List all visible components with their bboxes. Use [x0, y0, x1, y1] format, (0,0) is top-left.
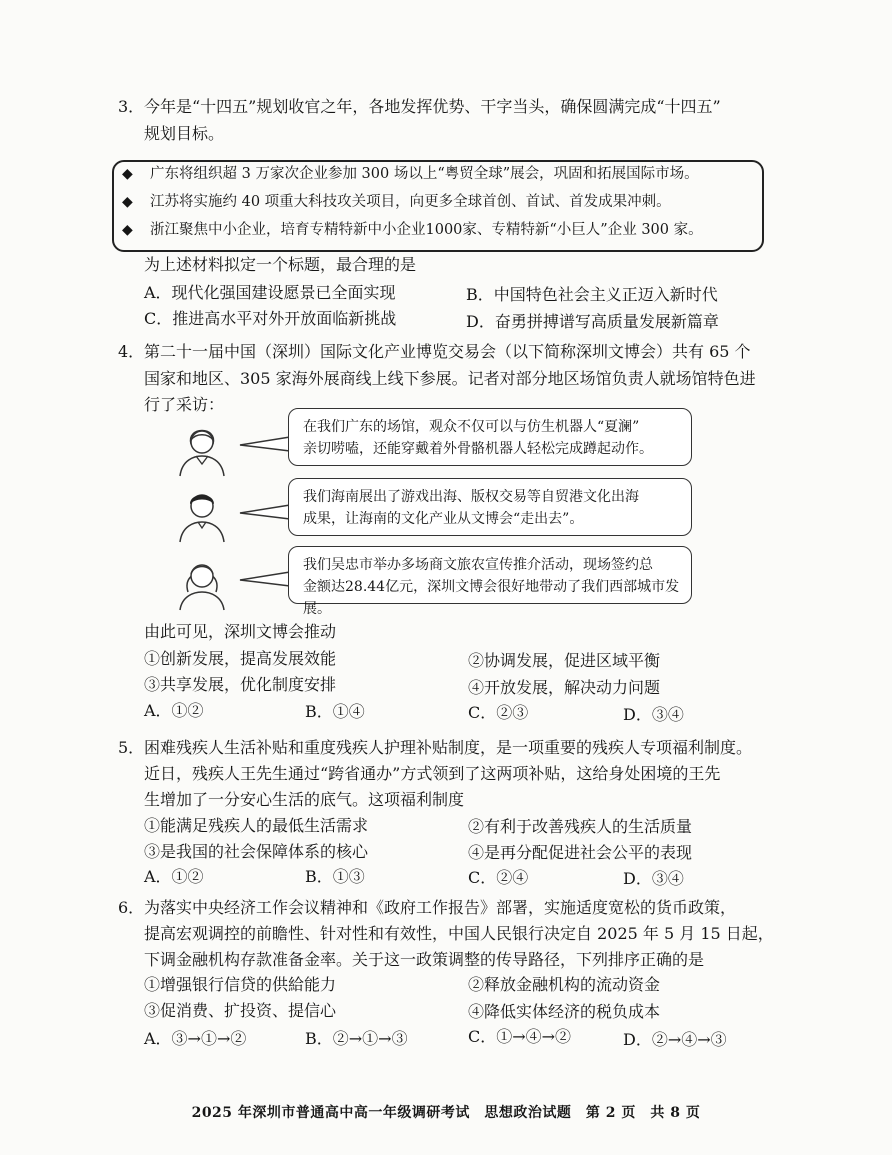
bubble-3-line1: 我们吴忠市举办多场商文旅农宣传推介活动，现场签约总 — [303, 557, 653, 573]
q4-item-2: ②协调发展，促进区域平衡 — [468, 651, 661, 670]
q6-option-b: B．②→①→③ — [305, 1029, 408, 1048]
q6-option-c: C．①→④→② — [468, 1027, 572, 1046]
q3-number: 3． — [118, 97, 145, 116]
q6-option-d: D．②→④→③ — [623, 1030, 727, 1049]
q5-text-line3: 生增加了一分安心生活的底气。这项福利制度 — [144, 790, 465, 809]
q3-option-d: D．奋勇拼搏谱写高质量发展新篇章 — [466, 312, 719, 331]
q5-text-line2: 近日，残疾人王先生通过“跨省通办”方式领到了这两项补贴，这给身处困境的王先 — [144, 764, 721, 783]
q5-option-c: C．②④ — [468, 868, 529, 887]
q5-option-d: D．③④ — [623, 869, 684, 888]
q6-number: 6． — [118, 898, 145, 917]
diamond-bullet-icon: ◆ — [122, 166, 133, 182]
q4-text-line3: 行了采访： — [144, 395, 225, 414]
q6-text-line3: 下调金融机构存款准备金率。关于这一政策调整的传导路径，下列排序正确的是 — [144, 950, 705, 969]
interview-bubble-wuzhong — [288, 546, 692, 617]
q4-option-c: C．②③ — [468, 703, 529, 722]
q5-item-1: ①能满足残疾人的最低生活需求 — [144, 816, 369, 835]
man-avatar-icon — [172, 484, 232, 544]
q6-text-line2: 提高宏观调控的前瞻性、针对性和有效性，中国人民银行决定自 2025 年 5 月 15 日起， — [144, 924, 774, 943]
q4-text-line1: 第二十一届中国（深圳）国际文化产业博览交易会（以下简称深圳文博会）共有 65 个 — [144, 342, 751, 361]
q6-item-2: ②释放金融机构的流动资金 — [468, 975, 661, 994]
q3-text-line1: 今年是“十四五”规划收官之年，各地发挥优势、干字当头，确保圆满完成“十四五” — [144, 97, 721, 116]
q5-item-2: ②有利于改善残疾人的生活质量 — [468, 817, 693, 836]
q6-item-4: ④降低实体经济的税负成本 — [468, 1002, 661, 1021]
q4-stem: 由此可见，深圳文博会推动 — [144, 622, 337, 641]
page-footer: 2025 年深圳市普通高中高一年级调研考试 思想政治试题 第 2 页 共 8 页 — [191, 1105, 701, 1121]
q5-text-line1: 困难残疾人生活补贴和重度残疾人护理补贴制度，是一项重要的残疾人专项福利制度。 — [144, 738, 753, 757]
q4-option-d: D．③④ — [623, 705, 684, 724]
q5-number: 5． — [118, 738, 145, 757]
q5-option-b: B．①③ — [305, 867, 365, 886]
q3-option-a: A．现代化强国建设愿景已全面实现 — [144, 283, 396, 302]
q6-item-3: ③促消费、扩投资、提信心 — [144, 1001, 337, 1020]
q3-option-b: B．中国特色社会主义正迈入新时代 — [466, 285, 718, 304]
bubble-2-line2: 成果，让海南的文化产业从文博会“走出去”。 — [303, 511, 584, 527]
q3-bullet-2: 江苏将实施约 40 项重大科技攻关项目，向更多全球首创、首试、首发成果冲刺。 — [150, 194, 671, 210]
q4-option-b: B．①④ — [305, 702, 365, 721]
q6-item-1: ①增强银行信贷的供給能力 — [144, 975, 337, 994]
bubble-3-line2: 金额达28.44亿元，深圳文博会很好地带动了我们西部城市发展。 — [303, 579, 680, 617]
bubble-1-line1: 在我们广东的场馆，观众不仅可以与仿生机器人“夏澜” — [303, 419, 640, 435]
q3-bullet-3: 浙江聚焦中小企业，培育专精特新中小企业1000家、专精特新“小巨人”企业 300 家。 — [150, 222, 703, 238]
long-hair-woman-avatar-icon — [172, 552, 232, 612]
q4-text-line2: 国家和地区、305 家海外展商线上线下参展。记者对部分地区场馆负责人就场馆特色进 — [144, 369, 756, 388]
q3-text-line2: 规划目标。 — [144, 124, 225, 143]
interview-bubble-hainan — [288, 478, 692, 536]
q5-item-3: ③是我国的社会保障体系的核心 — [144, 842, 369, 861]
diamond-bullet-icon: ◆ — [122, 222, 133, 238]
q4-item-3: ③共享发展，优化制度安排 — [144, 675, 337, 694]
speech-bubble-tail — [236, 503, 292, 523]
q6-option-a: A．③→①→② — [144, 1029, 247, 1048]
q5-item-4: ④是再分配促进社会公平的表现 — [468, 843, 693, 862]
q3-bullet-1: 广东将组织超 3 万家次企业参加 300 场以上“粤贸全球”展会，巩固和拓展国际市场。 — [150, 166, 699, 182]
q4-item-4: ④开放发展，解决动力问题 — [468, 678, 661, 697]
bubble-2-line1: 我们海南展出了游戏出海、版权交易等自贸港文化出海 — [303, 489, 639, 505]
q3-stem: 为上述材料拟定一个标题，最合理的是 — [144, 255, 417, 274]
q5-option-a: A．①② — [144, 867, 204, 886]
q4-item-1: ①创新发展，提高发展效能 — [144, 649, 337, 668]
q4-number: 4． — [118, 342, 145, 361]
speech-bubble-tail — [236, 435, 292, 455]
interview-bubble-guangdong — [288, 408, 692, 466]
q6-text-line1: 为落实中央经济工作会议精神和《政府工作报告》部署，实施适度宽松的货币政策， — [144, 898, 737, 917]
diamond-bullet-icon: ◆ — [122, 194, 133, 210]
bubble-1-line2: 亲切唠嗑，还能穿戴着外骨骼机器人轻松完成蹲起动作。 — [303, 441, 653, 457]
q3-option-c: C．推进高水平对外开放面临新挑战 — [144, 309, 397, 328]
q4-option-a: A．①② — [144, 701, 204, 720]
speech-bubble-tail — [236, 570, 292, 590]
woman-avatar-icon — [172, 418, 232, 478]
